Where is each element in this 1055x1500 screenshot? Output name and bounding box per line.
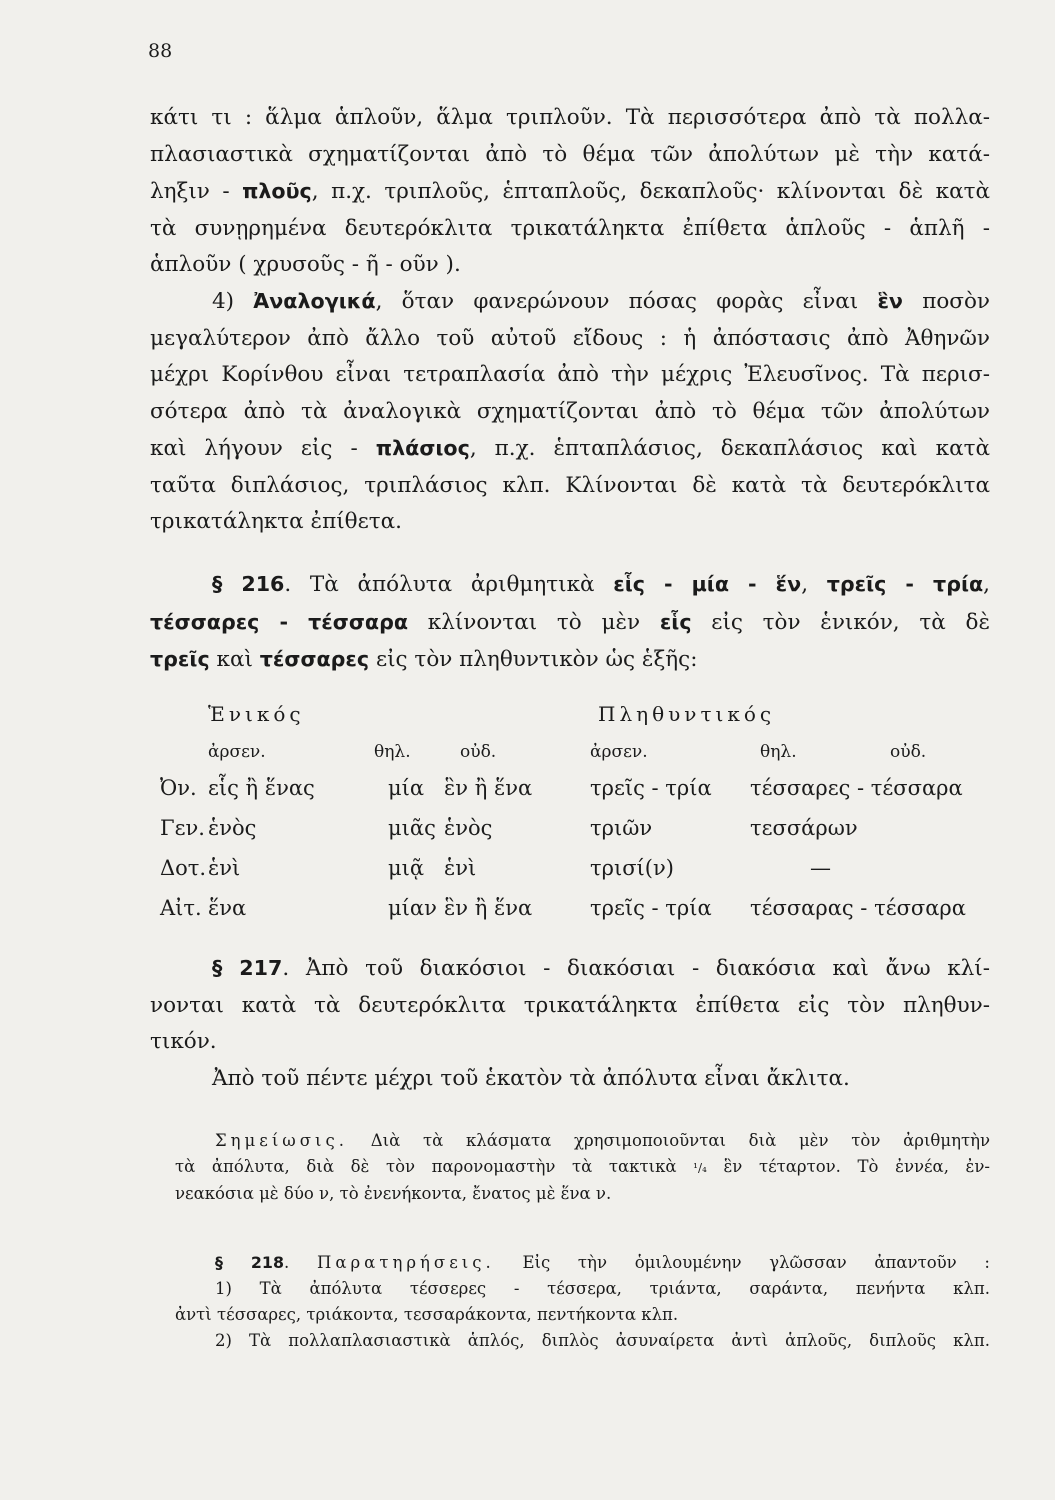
- bold-term: τέσσαρες - τέσσαρα: [150, 609, 409, 634]
- col-header: θηλ.: [760, 742, 797, 762]
- text-line: κάτι τι : ἅλμα ἁπλοῦν, ἅλμα τριπλοῦν. Τὰ περισσότερα ἀπὸ τὰ πολλα-: [150, 105, 990, 130]
- text-line: νεακόσια μὲ δύο ν, τὸ ἐνενήκοντα, ἔνατος μὲ ἕνα ν.: [175, 1184, 612, 1203]
- text-line: § 216. Τὰ ἀπόλυτα ἀριθμητικὰ εἷς - μία - ἕν, τρεῖς - τρία,: [212, 572, 991, 597]
- section-217: [150, 950, 990, 1097]
- text-line: ἁπλοῦν ( χρυσοῦς - ῆ - οῦν ).: [150, 252, 461, 277]
- table-row: Γεν. ἑνὸς μιᾶς ἑνὸς τριῶν τεσσάρων: [160, 816, 858, 840]
- bold-term: εἷς: [659, 609, 692, 634]
- fraction: ¹/₄: [693, 1161, 707, 1175]
- note-fractions: [175, 1128, 990, 1207]
- section-216: [150, 566, 990, 679]
- text-line: νονται κατὰ τὰ δευτερόκλιτα τρικατάληκτα ἐπίθετα εἰς τὸν πληθυν-: [150, 992, 990, 1018]
- text-line: ταῦτα διπλάσιος, τριπλάσιος κλπ. Κλίνονται δὲ κατὰ τὰ δευτερόκλιτα: [150, 472, 990, 498]
- section-number: § 216: [212, 572, 285, 596]
- bold-term: Ἀναλογικά: [253, 289, 376, 313]
- plural-header: Πληθυντικός: [598, 702, 776, 726]
- col-header: οὐδ.: [890, 742, 927, 762]
- text-line: τικόν.: [150, 1029, 217, 1054]
- text-line: πλασιαστικὰ σχηματίζονται ἀπὸ τὸ θέμα τῶν ἀπολύτων μὲ τὴν κατά-: [150, 141, 990, 167]
- bold-term: εἷς - μία - ἕν: [613, 572, 802, 596]
- text-line: 4) Ἀναλογικά, ὅταν φανερώνουν πόσας φορὰς εἶναι ἓν ποσὸν: [212, 289, 990, 314]
- table-row: Ὀν. εἷς ἢ ἕνας μία ἓν ἢ ἕνα τρεῖς - τρία τέσσαρες - τέσσαρα: [160, 776, 963, 800]
- table-row: Δοτ. ἑνὶ μιᾷ ἑνὶ τρισί(ν) —: [160, 856, 831, 880]
- text-line: ληξιν - πλοῦς, π.χ. τριπλοῦς, ἑπταπλοῦς, δεκαπλοῦς· κλίνονται δὲ κατὰ: [150, 179, 990, 204]
- singular-header: Ἑνικός: [208, 702, 305, 726]
- bold-term: τέσσαρες: [259, 647, 370, 671]
- text-line: τὰ συνῃρημένα δευτερόκλιτα τρικατάληκτα ἐπίθετα ἁπλοῦς - ἁπλῆ -: [150, 215, 990, 241]
- text-line: § 217. Ἀπὸ τοῦ διακόσιοι - διακόσιαι - διακόσια καὶ ἄνω κλί-: [212, 956, 991, 981]
- table-row: Αἰτ. ἕνα μίαν ἓν ἢ ἕνα τρεῖς - τρία τέσσαρας - τέσσαρα: [160, 896, 966, 920]
- text-line: καὶ λήγουν εἰς - πλάσιος, π.χ. ἑπταπλάσιος, δεκαπλάσιος καὶ κατὰ: [150, 436, 991, 461]
- text-line: σότερα ἀπὸ τὰ ἀναλογικὰ σχηματίζονται ἀπὸ τὸ θέμα τῶν ἀπολύτων: [150, 398, 990, 424]
- text-line: 1) Τὰ ἀπόλυτα τέσσερες - τέσσερα, τριάντα, σαράντα, πενήντα κλπ.: [215, 1279, 990, 1298]
- text-line: τρικατάληκτα ἐπίθετα.: [150, 509, 402, 534]
- page-number: 88: [148, 40, 173, 62]
- text-line: μεγαλύτερον ἀπὸ ἄλλο τοῦ αὐτοῦ εἴδους : ἡ ἀπόστασις ἀπὸ Ἀθηνῶν: [150, 325, 990, 351]
- col-header: ἀρσεν.: [208, 742, 266, 762]
- bold-term: πλοῦς: [242, 179, 312, 203]
- text-line: § 218. Παρατηρήσεις. Εἰς τὴν ὁμιλουμένην γλῶσσαν ἀπαντοῦν :: [215, 1253, 990, 1272]
- declension-table: [160, 702, 990, 936]
- section-number: § 218: [215, 1253, 284, 1272]
- bold-term: τρεῖς: [150, 647, 210, 671]
- paragraph-proportionals: [150, 283, 990, 541]
- text-line: τέσσαρες - τέσσαρα κλίνονται τὸ μὲν εἷς εἰς τὸν ἑνικόν, τὰ δὲ: [150, 609, 990, 635]
- section-label: Παρατηρήσεις.: [316, 1253, 495, 1272]
- section-number: § 217: [212, 956, 283, 980]
- col-header: θηλ.: [374, 742, 411, 762]
- text-line: Ἀπὸ τοῦ πέντε μέχρι τοῦ ἑκατὸν τὰ ἀπόλυτα εἶναι ἄκλιτα.: [212, 1065, 850, 1091]
- text-line: τρεῖς καὶ τέσσαρες εἰς τὸν πληθυντικὸν ὡς ἑξῆς:: [150, 647, 698, 672]
- text-line: Σημείωσις. Διὰ τὰ κλάσματα χρησιμοποιοῦνται διὰ μὲν τὸν ἀριθμητὴν: [215, 1131, 990, 1150]
- text-line: ἀντὶ τέσσαρες, τριάκοντα, τεσσαράκοντα, πεντήκοντα κλπ.: [175, 1305, 679, 1324]
- section-218: [175, 1250, 990, 1354]
- text-line: τὰ ἀπόλυτα, διὰ δὲ τὸν παρονομαστὴν τὰ τακτικὰ ¹/₄ ἓν τέταρτον. Τὸ ἐννέα, ἐν-: [175, 1157, 991, 1176]
- bold-term: τρεῖς - τρία: [826, 572, 984, 596]
- bold-term: πλάσιος: [375, 436, 470, 460]
- col-header: οὐδ.: [460, 742, 497, 762]
- table-group-header: [160, 702, 990, 742]
- bold-term: ἓν: [877, 289, 903, 313]
- text-line: 2) Τὰ πολλαπλασιαστικὰ ἁπλός, διπλὸς ἀσυναίρετα ἀντὶ ἁπλοῦς, διπλοῦς κλπ.: [215, 1331, 990, 1350]
- note-label: Σημείωσις.: [215, 1131, 348, 1150]
- text-line: μέχρι Κορίνθου εἶναι τετραπλασία ἀπὸ τὴν μέχρις Ἐλευσῖνος. Τὰ περισ-: [150, 362, 990, 387]
- paragraph-multiplicatives: [150, 100, 990, 284]
- col-header: ἀρσεν.: [590, 742, 648, 762]
- table-subheader: [160, 742, 990, 776]
